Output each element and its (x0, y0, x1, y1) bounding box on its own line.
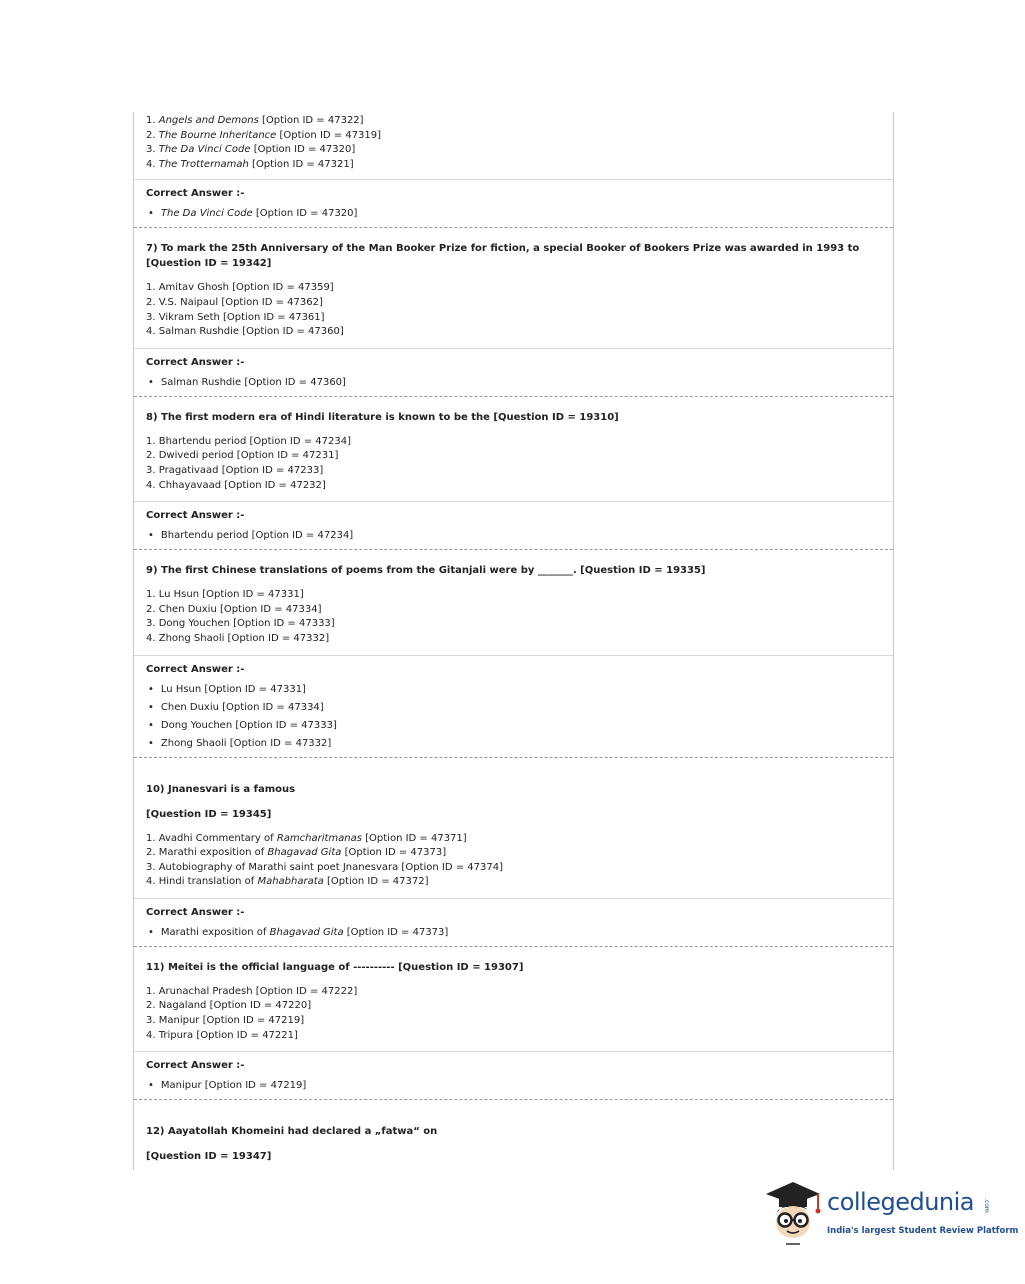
q10-option-2: 2. Marathi exposition of Bhagavad Gita [Option ID = 47373] (146, 847, 447, 859)
q8-correct-answer-title: Correct Answer :- (146, 510, 245, 522)
q6-correct-answer-title: Correct Answer :- (146, 188, 245, 200)
q7-options (146, 281, 881, 339)
q11-answer-section (134, 1052, 893, 1099)
q9-correct-answer-3: • Dong Youchen [Option ID = 47333] (148, 717, 881, 735)
q10-options (146, 832, 881, 890)
q8-option-3: 3. Pragativaad [Option ID = 47233] (146, 464, 324, 476)
q8-options (146, 435, 881, 493)
q6-option-4: 4. The Trotternamah [Option ID = 47321] (146, 158, 354, 170)
q8-question: 8) The first modern era of Hindi literature is known to be the [Question ID = 19310] (146, 411, 619, 423)
q12-question-id: [Question ID = 19347] (146, 1151, 272, 1163)
q7-option-3: 3. Vikram Seth [Option ID = 47361] (146, 311, 325, 323)
q11-option-2: 2. Nagaland [Option ID = 47220] (146, 1000, 312, 1012)
q6-options-section (134, 112, 893, 179)
q7-correct-answer: • Salman Rushdie [Option ID = 47360] (148, 374, 881, 392)
q10-option-1: 1. Avadhi Commentary of Ramcharitmanas [Option ID = 47371] (146, 832, 467, 844)
q11-section (134, 947, 893, 1051)
q8-option-2: 2. Dwivedi period [Option ID = 47231] (146, 450, 339, 462)
q9-correct-answer-2: • Chen Duxiu [Option ID = 47334] (148, 699, 881, 717)
q10-question-id: [Question ID = 19345] (146, 808, 272, 820)
q7-question: 7) To mark the 25th Anniversary of the Man Booker Prize for fiction, a special Booker of Bookers Prize was awarded in 1993 to [Question ID = 19342] (146, 243, 860, 270)
q10-section (134, 758, 893, 898)
q10-correct-answer: • Marathi exposition of Bhagavad Gita [Option ID = 47373] (148, 924, 881, 942)
q6-option-1: 1. Angels and Demons [Option ID = 47322] (146, 115, 364, 126)
q9-correct-answer-1: • Lu Hsun [Option ID = 47331] (148, 681, 881, 699)
q7-answer-section (134, 349, 893, 396)
q8-correct-answer: • Bhartendu period [Option ID = 47234] (148, 527, 881, 545)
q9-answer-section (134, 656, 893, 757)
q9-correct-answer-title: Correct Answer :- (146, 663, 245, 675)
q7-section (134, 228, 893, 347)
q12-question: 12) Aayatollah Khomeini had declared a „fatwa“ on (146, 1126, 438, 1138)
collegedunia-logo (762, 1180, 1019, 1250)
brand-tagline: India's largest Student Review Platform (827, 1226, 1019, 1236)
mascot-icon (762, 1180, 824, 1250)
q9-option-4: 4. Zhong Shaoli [Option ID = 47332] (146, 632, 330, 644)
q6-answer-section (134, 180, 893, 227)
q9-option-3: 3. Dong Youchen [Option ID = 47333] (146, 618, 335, 630)
q9-question: 9) The first Chinese translations of poems from the Gitanjali were by _______. [Question ID = 19335] (146, 565, 706, 577)
q6-option-3: 3. The Da Vinci Code [Option ID = 47320] (146, 144, 356, 156)
q6-correct-answer: • The Da Vinci Code [Option ID = 47320] (148, 205, 881, 223)
brand-domain: .com (983, 1198, 990, 1213)
q6-option-2: 2. The Bourne Inheritance [Option ID = 47319] (146, 129, 382, 141)
q11-option-3: 3. Manipur [Option ID = 47219] (146, 1015, 305, 1027)
q11-options (146, 985, 881, 1043)
q11-question: 11) Meitei is the official language of ---------- [Question ID = 19307] (146, 961, 524, 973)
q10-answer-section (134, 899, 893, 946)
q8-section (134, 397, 893, 501)
q8-option-1: 1. Bhartendu period [Option ID = 47234] (146, 435, 352, 447)
brand-name: collegedunia (827, 1188, 975, 1216)
q12-section (134, 1100, 893, 1164)
q9-section (134, 550, 893, 654)
q10-option-3: 3. Autobiography of Marathi saint poet Jnanesvara [Option ID = 47374] (146, 861, 503, 873)
q9-options (146, 588, 881, 646)
q6-options (146, 114, 881, 172)
q9-option-1: 1. Lu Hsun [Option ID = 47331] (146, 589, 304, 601)
q11-option-1: 1. Arunachal Pradesh [Option ID = 47222] (146, 985, 358, 997)
q8-option-4: 4. Chhayavaad [Option ID = 47232] (146, 479, 326, 491)
q7-option-4: 4. Salman Rushdie [Option ID = 47360] (146, 326, 344, 338)
q10-question: 10) Jnanesvari is a famous (146, 783, 296, 795)
q11-correct-answer-title: Correct Answer :- (146, 1060, 245, 1072)
q10-option-4: 4. Hindi translation of Mahabharata [Option ID = 47372] (146, 876, 429, 888)
question-paper-sheet (133, 112, 894, 1170)
q7-correct-answer-title: Correct Answer :- (146, 356, 245, 368)
q8-answer-section (134, 502, 893, 549)
q10-correct-answer-title: Correct Answer :- (146, 906, 245, 918)
q7-option-1: 1. Amitav Ghosh [Option ID = 47359] (146, 282, 334, 294)
q9-correct-answer-4: • Zhong Shaoli [Option ID = 47332] (148, 735, 881, 753)
q7-option-2: 2. V.S. Naipaul [Option ID = 47362] (146, 296, 323, 308)
q9-option-2: 2. Chen Duxiu [Option ID = 47334] (146, 603, 322, 615)
q11-correct-answer: • Manipur [Option ID = 47219] (148, 1077, 881, 1095)
q11-option-4: 4. Tripura [Option ID = 47221] (146, 1029, 298, 1041)
